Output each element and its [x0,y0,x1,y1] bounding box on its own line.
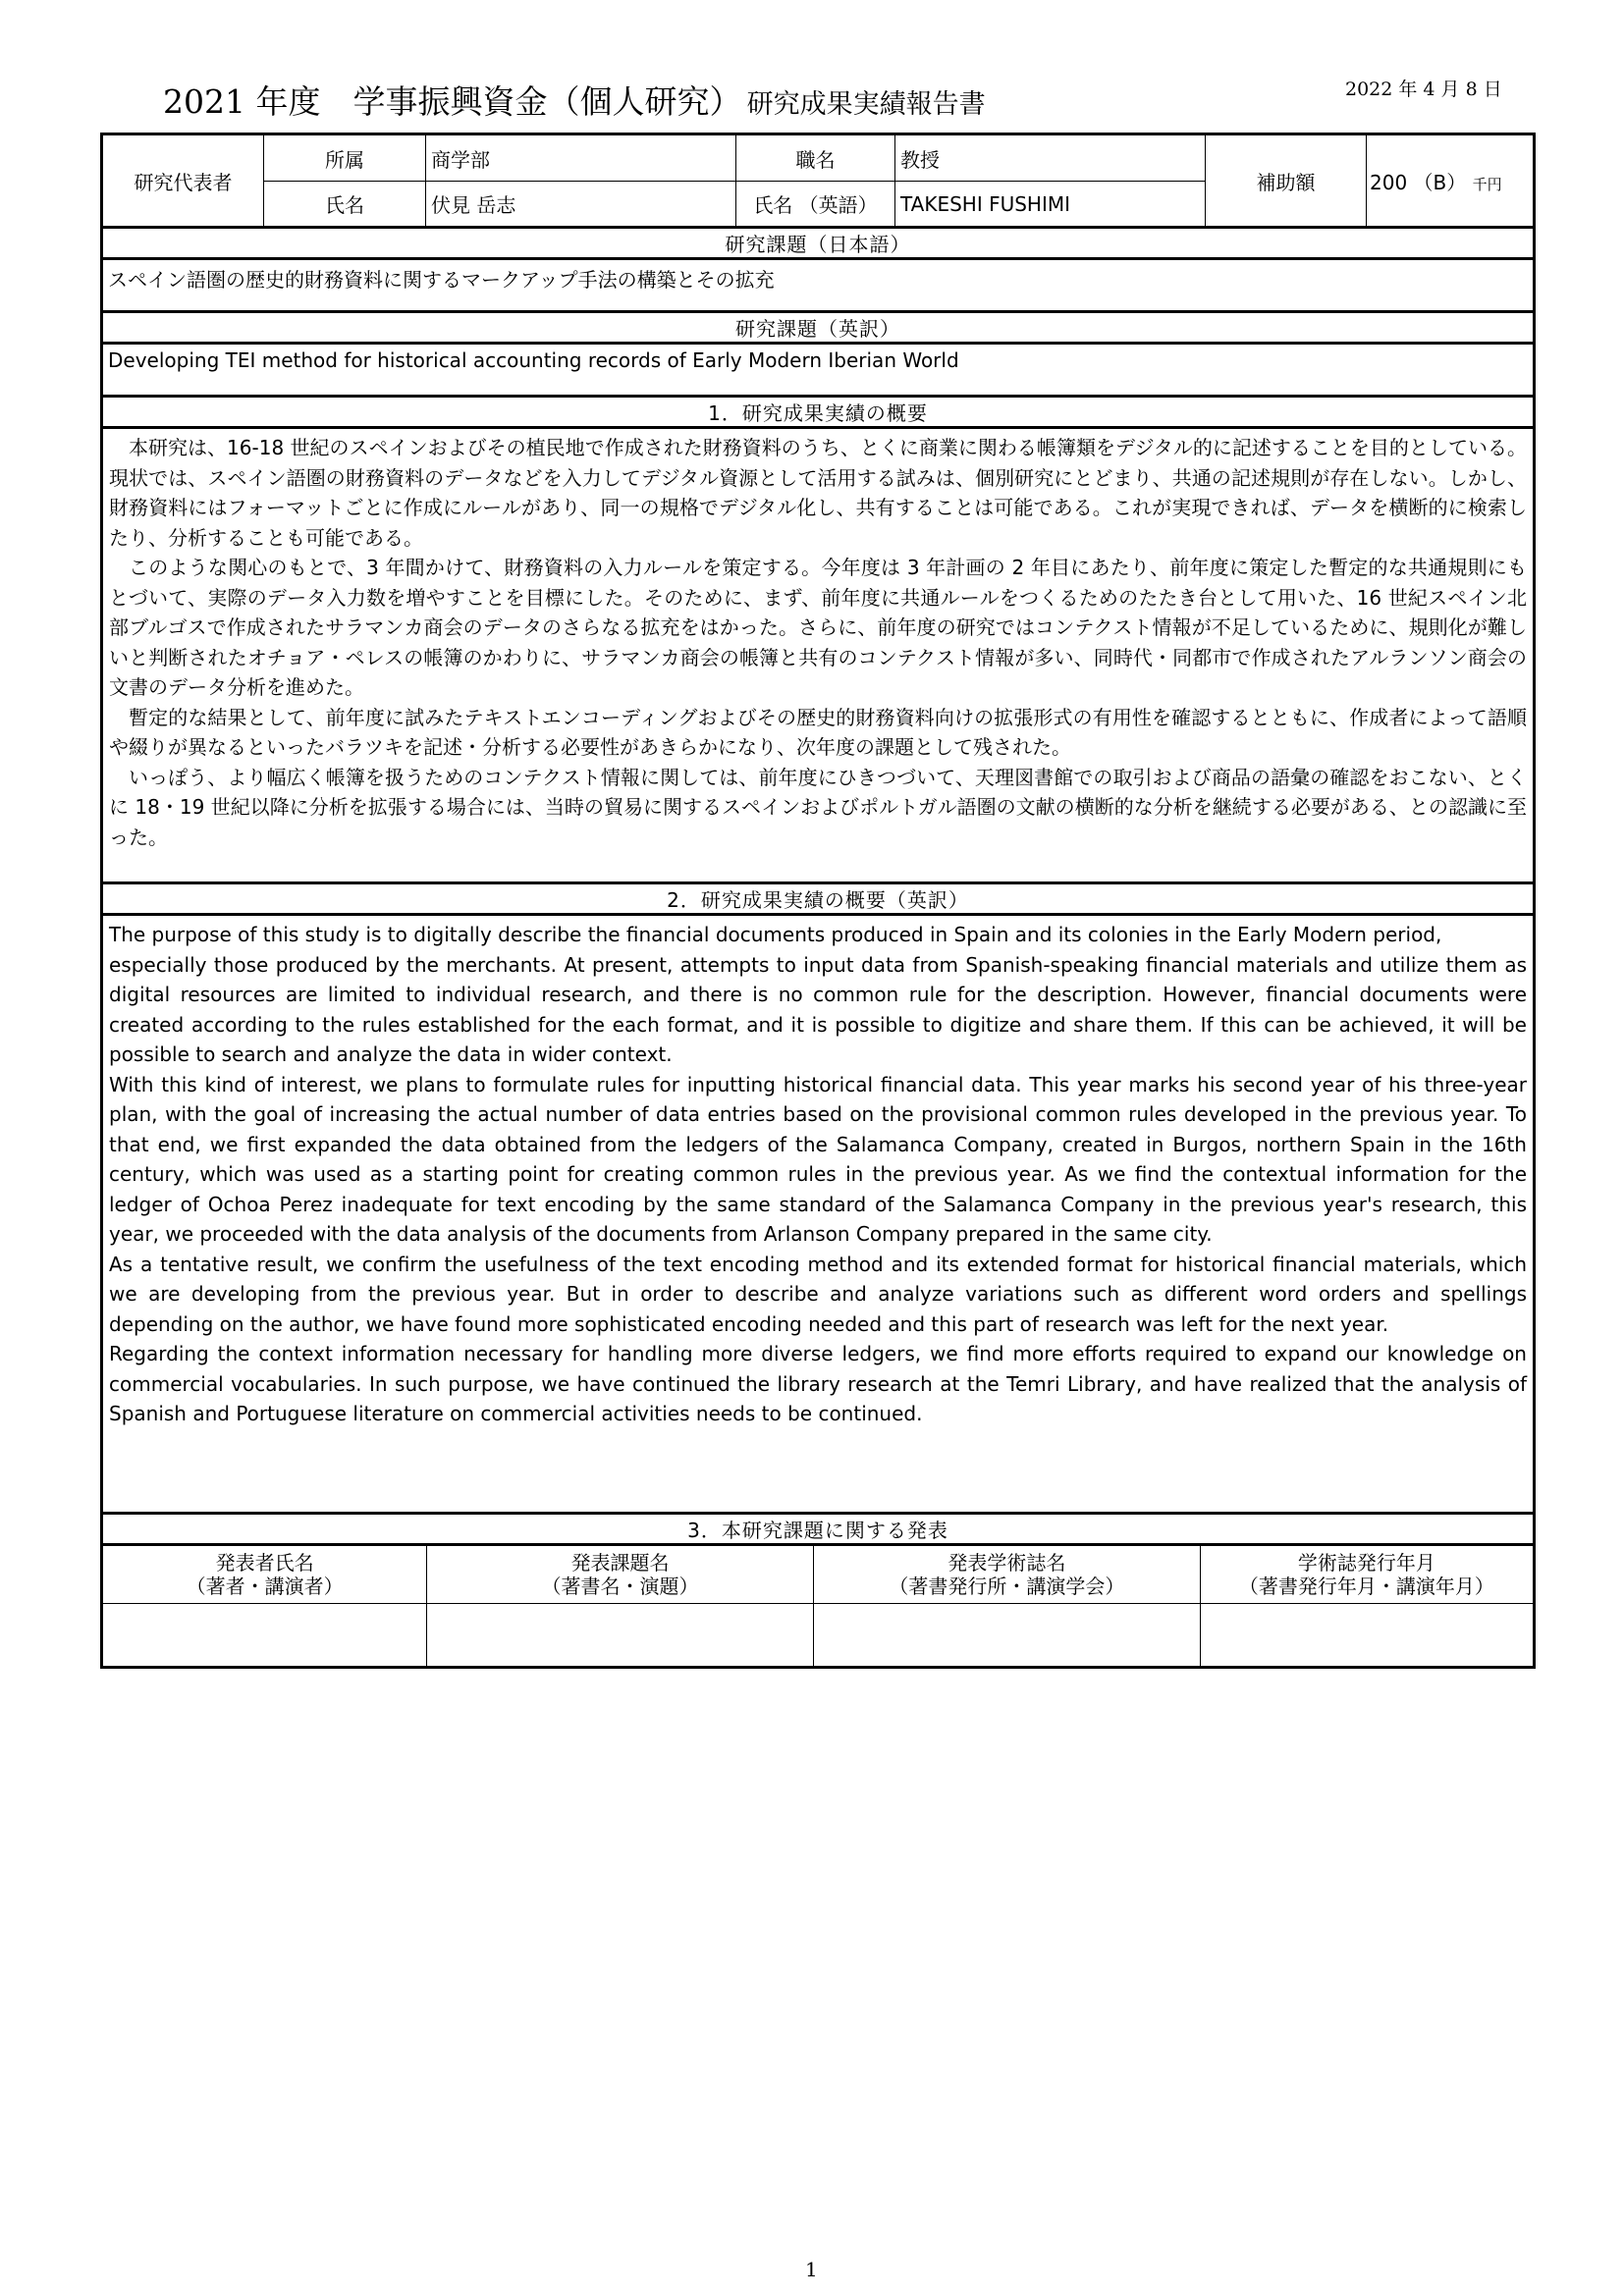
report-date: 2022 年 4 月 8 日 [1345,79,1502,100]
grant-value: 200 （B） [1370,170,1467,194]
grant-label: 補助額 [1206,134,1367,228]
name-en-value: TAKESHI FUSHIMI [895,182,1206,228]
pub-col-title-sub: （著書名・演題） [541,1574,699,1598]
publications-area [102,1545,1535,1668]
publications-empty-row [103,1603,1533,1666]
summary-en-heading: 2．研究成果実績の概要（英訳） [102,883,1535,915]
pub-cell-presenter [103,1603,427,1666]
publications-heading: 3．本研究課題に関する発表 [102,1514,1535,1545]
pub-col-title [427,1546,814,1603]
pub-col-journal [813,1546,1200,1603]
affiliation-label: 所属 [264,134,426,182]
grant-unit: 千円 [1472,175,1502,193]
pub-col-presenter-sub: （著者・講演者） [186,1574,344,1598]
topic-en-heading: 研究課題（英訳） [102,312,1535,344]
title-main: 2021 年度 学事振興資金（個人研究） [163,82,742,121]
summary-en-paragraph: especially those produced by the merchants. At present, attempts to input data from Spanish-speaking financial materials and utilize them as digital resources are limited to individual research, and there is no common rule for the description. However, financial documents were created according to the rules established for the each format, and it is possible to digitize and share them. If this can be achieved, it will be possible to search and analyze the data in wider context. [109,952,1527,1066]
pub-col-date [1200,1546,1533,1603]
summary-ja-body [102,428,1535,883]
pub-col-date-title: 学術誌発行年月 [1297,1550,1435,1575]
report-table [100,133,1536,1669]
pub-col-presenter [103,1546,427,1603]
summary-en-body [102,915,1535,1514]
summary-ja-paragraph: このような関心のもとで、3 年間かけて、財務資料の入力ルールを策定する。今年度は 3 年計画の 2 年目にあたり、前年度に策定した暫定的な共通規則にもとづいて、実際のデータ入力数を増やすことを目標にした。そのために、まず、前年度に共通ルールをつくるためのたたき台として用いた、16 世紀スペイン北部ブルゴスで作成されたサラマンカ商会のデータのさらなる拡充をはかった。さらに、前年度の研究ではコンテクスト情報が不足しているために、規則化が難しいと判断されたオチョア・ペレスの帳簿のかわりに、サラマンカ商会の帳簿と共有のコンテクスト情報が多い、同時代・同都市で作成されたアルランソン商会の文書のデータ分析を進めた。 [109,556,1527,699]
name-label: 氏名 [264,182,426,228]
position-label: 職名 [736,134,895,182]
position-value: 教授 [895,134,1206,182]
name-en-label: 氏名 （英語） [736,182,895,228]
publications-header-row [103,1546,1533,1603]
page-number: 1 [805,2258,818,2281]
summary-en-paragraph: Regarding the context information necessary for handling more diverse ledgers, we find more efforts required to expand our knowledge on commercial vocabularies. In such purpose, we have continued the library research at the Temri Library, and have realized that the analysis of Spanish and Portuguese literature on commercial activities needs to be continued. [109,1342,1527,1425]
pub-col-journal-sub: （著書発行所・講演学会） [889,1574,1125,1598]
pub-col-journal-title: 発表学術誌名 [947,1550,1066,1575]
pub-cell-title [427,1603,814,1666]
pub-cell-journal [813,1603,1200,1666]
report-title [163,77,986,123]
summary-ja-paragraph: 暫定的な結果として、前年度に試みたテキストエンコーディングおよびその歴史的財務資料向けの拡張形式の有用性を確認するとともに、作成者によって語順や綴りが異なるといったバラツキを記述・分析する必要性があきらかになり、次年度の課題として残された。 [109,705,1527,759]
topic-en-text: Developing TEI method for historical accounting records of Early Modern Iberian World [102,344,1535,397]
summary-en-paragraph: As a tentative result, we confirm the usefulness of the text encoding method and its extended format for historical financial materials, which we are developing from the previous year. But in order to describe and analyze variations such as different word orders and spellings depending on the author, we have found more sophisticated encoding needed and this part of research was left for the next year. [109,1252,1527,1336]
name-value: 伏見 岳志 [426,182,736,228]
pub-col-date-sub: （著書発行年月・講演年月） [1238,1574,1494,1598]
pub-col-presenter-title: 発表者氏名 [215,1550,314,1575]
summary-en-paragraph: With this kind of interest, we plans to formulate rules for inputting historical financial data. This year marks his second year of his three-year plan, with the goal of increasing the actual number of data entries based on the provisional common rules developed in the previous year. To that end, we first expanded the data obtained from the ledgers of the Salamanca Company, created in Burgos, northern Spain in the 16th century, which was used as a starting point for creating common rules in the previous year. As we find the contextual information for the ledger of Ochoa Perez inadequate for text encoding by the same standard of the Salamanca Company in the previous year's research, this year, we proceeded with the data analysis of the documents from Arlanson Company prepared in the same city. [109,1072,1527,1246]
pub-cell-date [1200,1603,1533,1666]
grant-amount [1367,134,1535,228]
summary-ja-heading: 1．研究成果実績の概要 [102,397,1535,428]
topic-ja-text: スペイン語圏の歴史的財務資料に関するマークアップ手法の構築とその拡充 [102,259,1535,312]
summary-ja-paragraph: いっぽう、より幅広く帳簿を扱うためのコンテクスト情報に関しては、前年度にひきつづいて、天理図書館での取引および商品の語彙の確認をおこない、とくに 18・19 世紀以降に分析を拡張する場合には、当時の貿易に関するスペインおよびポルトガル語圏の文献の横断的な分析を継続する必要がある、との認識に至った。 [109,765,1527,849]
topic-ja-heading: 研究課題（日本語） [102,228,1535,259]
affiliation-value: 商学部 [426,134,736,182]
title-sub: 研究成果実績報告書 [746,89,986,120]
pub-col-title-title: 発表課題名 [570,1550,670,1575]
summary-en-paragraph: The purpose of this study is to digitally describe the financial documents produced in Spain and its colonies in the Early Modern period, [109,923,1442,946]
representative-label: 研究代表者 [102,134,264,228]
publications-table [103,1546,1533,1666]
summary-ja-paragraph: 本研究は、16-18 世紀のスペインおよびその植民地で作成された財務資料のうち、とくに商業に関わる帳簿類をデジタル的に記述することを目的としている。現状では、スペイン語圏の財務資料のデータなどを入力してデジタル資源として活用する試みは、個別研究にとどまり、共通の記述規則が存在しない。しかし、財務資料にはフォーマットごとに作成にルールがあり、同一の規格でデジタル化し、共有することは可能である。これが実現できれば、データを横断的に検索したり、分析することも可能である。 [109,436,1527,550]
